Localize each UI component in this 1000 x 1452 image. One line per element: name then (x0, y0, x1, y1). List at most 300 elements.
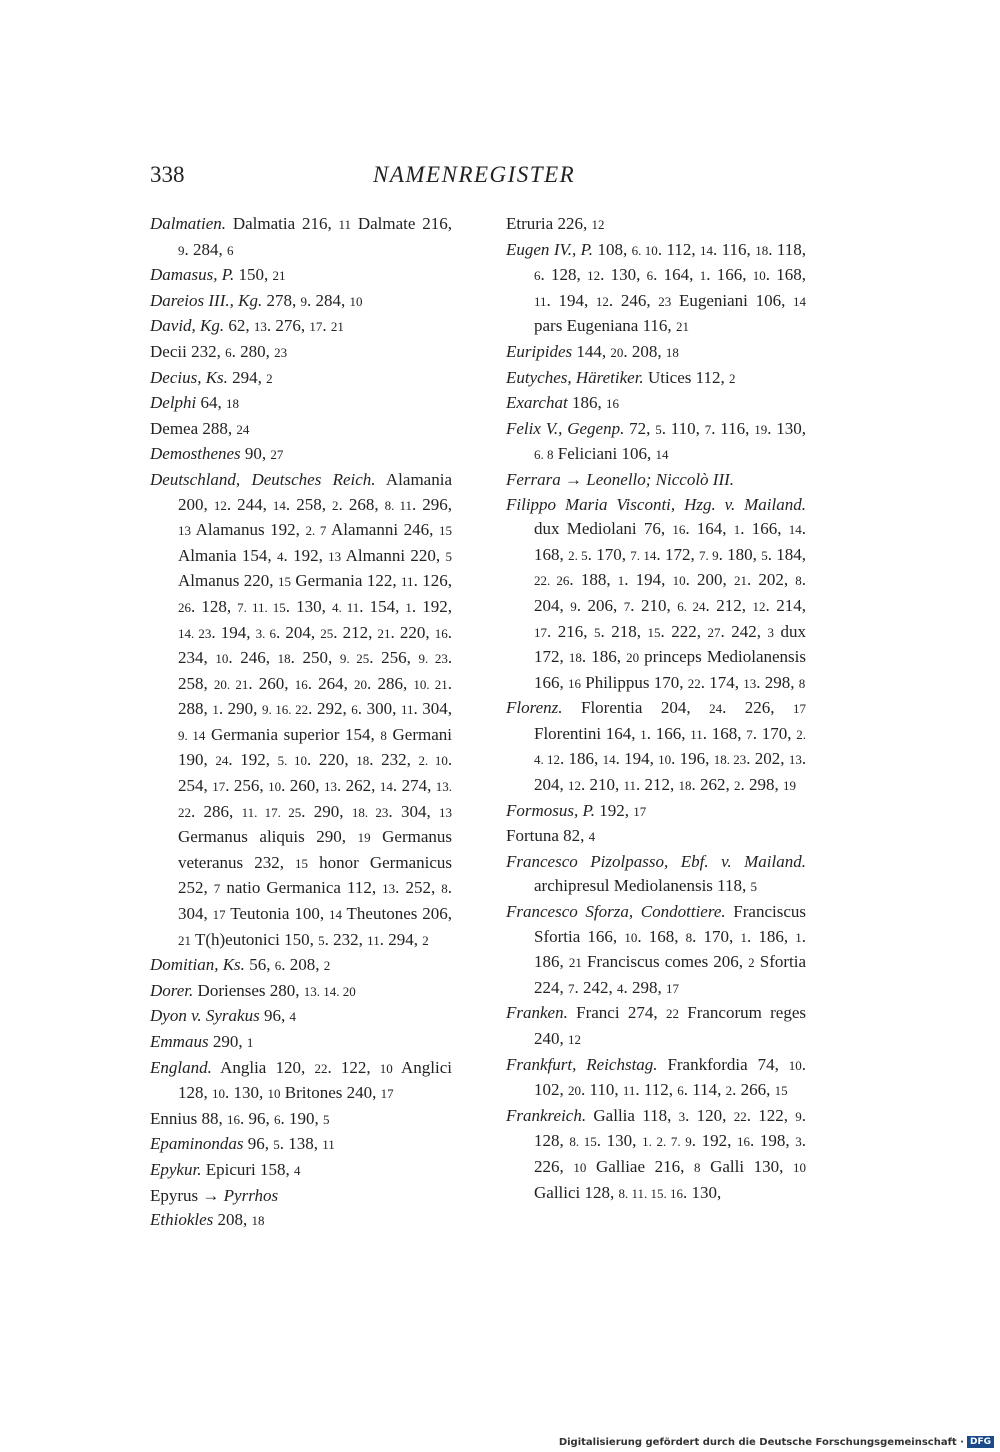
line-reference: 12 (568, 1032, 581, 1047)
line-reference: 11 (401, 574, 414, 590)
line-reference: 11 (534, 293, 547, 309)
entry-text: 150, (234, 265, 273, 285)
line-reference: 17 (666, 980, 679, 996)
entry-text: Eugeniani 106, (671, 290, 794, 310)
line-reference: 17 (212, 779, 226, 795)
entry-text: dux Mediolani 76, (534, 519, 673, 539)
entry-text: . 288, (178, 673, 453, 719)
line-reference: 6 (225, 344, 232, 360)
entry-text: . 250, (290, 648, 340, 668)
line-reference: 11 (623, 778, 637, 794)
entry-text: . 192, (411, 596, 452, 616)
entry-text: . 274, (392, 776, 436, 796)
line-reference: 21 (330, 319, 344, 335)
entry-text: . 226, (722, 698, 793, 718)
entry-text: . 232, (324, 929, 368, 949)
entry-text: Sfortia 224, (534, 952, 807, 997)
entry-text: . 128, (534, 1105, 807, 1151)
entry-text: . 138, (279, 1134, 323, 1154)
entry-text: . 206, (576, 595, 624, 615)
running-head: NAMENREGISTER (373, 162, 576, 187)
index-entry (150, 1004, 452, 1030)
line-reference: 23 (274, 344, 288, 360)
entry-text: . 280, (231, 341, 275, 361)
entry-text: . 116, (711, 418, 755, 438)
entry-text: . 256, (369, 648, 419, 668)
entry-text: . 164, (653, 265, 700, 285)
entry-text: . 208, (623, 341, 666, 361)
line-reference: 9 (300, 293, 307, 309)
line-reference: 21 (733, 573, 747, 589)
line-reference: 4 (588, 829, 596, 845)
entry-text: . 254, (178, 750, 453, 796)
entry-text: honor Germanicus 252, (178, 852, 452, 898)
index-entry (150, 1184, 452, 1209)
entry-heading: Formosus, P. (506, 800, 595, 820)
entry-heading: Exarchat (506, 393, 568, 413)
entry-text: 186, (567, 393, 606, 413)
entry-text: 108, (593, 239, 632, 259)
line-reference: 18 (356, 753, 370, 769)
line-reference: 9. 14 (178, 727, 206, 743)
index-entry (506, 493, 806, 697)
line-reference: 2 (332, 497, 339, 513)
entry-text: Germani 190, (178, 724, 452, 770)
entry-text: Florentia 204, (562, 698, 710, 718)
entry-text: . 194, (624, 570, 673, 590)
entry-text: . 208, (281, 955, 324, 975)
line-reference: 2. 10 (418, 753, 448, 769)
entry-text: . 290, (218, 699, 262, 719)
entry-text: Decii 232, (150, 341, 226, 361)
line-reference: 8 (795, 573, 802, 589)
entry-text: Almania 154, (178, 545, 277, 565)
entry-heading: Dareios III., Kg. (150, 290, 263, 310)
entry-text: 56, (244, 955, 275, 975)
entry-text: . 168, (534, 519, 807, 564)
index-entry (150, 442, 452, 468)
entry-text: 290, (208, 1032, 247, 1051)
entry-text: 96, (243, 1134, 274, 1154)
entry-text: . 166, (740, 519, 789, 539)
line-reference: 10. 21 (413, 676, 448, 692)
entry-text: Teutonia 100, (225, 904, 329, 924)
entry-text: . 154, (359, 596, 406, 616)
line-reference: 2 (748, 955, 755, 971)
entry-text: Galli 130, (700, 1156, 793, 1176)
line-reference: 17 (212, 907, 226, 923)
line-reference: 12 (595, 293, 609, 309)
entry-text: . 286, (367, 673, 414, 693)
index-entry (506, 340, 806, 366)
line-reference: 12 (591, 217, 605, 232)
line-reference: 14 (655, 447, 669, 463)
line-reference: 7 (568, 980, 575, 996)
index-column-left (150, 212, 452, 1234)
entry-text: Franci 274, (567, 1003, 666, 1023)
entry-text: . 258, (178, 648, 453, 693)
entry-text: . 304, (388, 801, 440, 821)
index-column-right (506, 212, 806, 1206)
line-reference: 8 (685, 929, 693, 945)
line-reference: 9 (178, 242, 185, 258)
index-entry (506, 468, 806, 493)
line-reference: 6 (534, 268, 541, 284)
index-entry (506, 799, 806, 825)
entry-heading: Epaminondas (150, 1134, 244, 1154)
entry-text: 278, (262, 290, 301, 310)
entry-text: . 128, (191, 596, 238, 616)
line-reference: 22 (314, 1060, 328, 1076)
line-reference: 3 (795, 1134, 802, 1150)
entry-heading: Felix V., Gegenp. (506, 418, 625, 438)
entry-text: Dalmatia 216, (226, 214, 339, 233)
line-reference: 6 (351, 702, 358, 718)
entry-text: . 242, (574, 977, 617, 997)
index-entry (506, 1001, 806, 1052)
entry-text: . 130, (683, 1182, 722, 1202)
entry-text: . 180, (718, 544, 762, 564)
entry-text: Utices 112, (643, 367, 729, 387)
line-reference: 3. 6 (255, 625, 276, 641)
entry-text: . 130, (285, 596, 332, 616)
entry-text: . 214, (765, 595, 806, 615)
line-reference: 14 (700, 242, 714, 258)
entry-heading: Frankfurt, Reichstag. (506, 1054, 658, 1074)
line-reference: 4 (617, 980, 624, 996)
entry-text: T(h)eutonici 150, (191, 929, 319, 949)
line-reference: 4. 11 (331, 599, 360, 615)
line-reference: 21 (178, 932, 191, 948)
index-entry (506, 824, 806, 850)
line-reference: 10 (672, 573, 686, 589)
entry-text: Gallia 118, (586, 1105, 679, 1125)
line-reference: 2 (266, 370, 273, 386)
line-reference: 16 (568, 675, 581, 691)
line-reference: 7 (213, 881, 221, 897)
index-entry (150, 953, 452, 979)
entry-text: . 198, (750, 1131, 796, 1151)
entry-text: . 284, (306, 290, 350, 310)
index-entry (150, 1030, 452, 1056)
line-reference: 5 (750, 879, 758, 895)
index-entry (150, 1132, 452, 1158)
line-reference: 2 (734, 778, 741, 794)
line-reference: 6 (273, 1111, 281, 1127)
line-reference: 13 (743, 675, 757, 691)
entry-text: Frankfordia 74, (657, 1054, 789, 1074)
line-reference: 15 (647, 624, 661, 640)
index-entry (150, 366, 452, 392)
line-reference: 8 (798, 675, 806, 691)
line-reference: 5. 10 (277, 753, 307, 769)
entry-text: . 130, (600, 265, 647, 285)
entry-text: . 168, (702, 723, 747, 743)
entry-text: . 186, (581, 647, 627, 667)
index-entry (506, 696, 806, 798)
line-reference: 1 (617, 573, 625, 589)
entry-text: . 170, (752, 723, 797, 743)
line-reference: 5 (273, 1137, 280, 1153)
entry-text: Alamanus 192, (191, 520, 306, 540)
entry-text: 64, (196, 393, 227, 413)
line-reference: 3 (678, 1108, 686, 1124)
line-reference: 15 (295, 855, 309, 871)
entry-text: . 174, (700, 672, 744, 692)
line-reference: 25 (320, 625, 334, 641)
entry-heading: Francesco Pizolpasso, Ebf. v. Mailand. (506, 851, 806, 871)
line-reference: 4 (276, 548, 284, 564)
entry-text: . 300, (357, 699, 401, 719)
index-entry (150, 289, 452, 315)
entry-text: . 290, (301, 801, 352, 821)
entry-text: . 188, (569, 570, 618, 590)
entry-text: Fortuna 82, (506, 826, 589, 846)
line-reference: 17 (380, 1086, 394, 1102)
entry-text: . 266, (732, 1080, 775, 1100)
entry-text: . 222, (660, 621, 708, 641)
line-reference: 22 (665, 1006, 679, 1022)
index-entry (150, 417, 452, 443)
entry-text: . 210, (581, 775, 624, 795)
line-reference: 20 (568, 1083, 581, 1099)
entry-text: . 294, (379, 929, 423, 949)
entry-text: . 192, (228, 750, 278, 770)
entry-text: . 192, (283, 545, 329, 565)
line-reference: 22. 26 (534, 573, 570, 589)
line-reference: 11 (338, 217, 352, 232)
line-reference: 17 (309, 319, 323, 335)
line-reference: 2 (729, 370, 736, 386)
entry-heading: Filippo Maria Visconti, Hzg. v. Mailand. (506, 494, 806, 514)
entry-text: . 232, (369, 750, 419, 770)
entry-text: 192, (594, 800, 634, 820)
index-entry (150, 1158, 452, 1184)
line-reference: 16 (434, 625, 448, 641)
line-reference: 7 (704, 421, 712, 437)
index-entry (150, 468, 452, 953)
entry-text: Ennius 88, (150, 1108, 227, 1128)
index-entry (506, 417, 806, 468)
line-reference: 9 (570, 598, 577, 614)
line-reference: 20 (354, 676, 368, 692)
entry-text: . 216, (547, 621, 594, 641)
entry-text: Almanus 220, (178, 571, 278, 591)
line-reference: 6. 8 (534, 447, 554, 463)
entry-text: 144, (572, 341, 611, 361)
entry-text: . 298, (756, 672, 799, 692)
entry-text: Philippus 170, (581, 672, 688, 692)
line-reference: 24 (709, 701, 723, 717)
line-reference: 7 (623, 598, 631, 614)
entry-text: . 130, (596, 1131, 643, 1151)
entry-text: . 246, (608, 290, 659, 310)
entry-text: . 284, (184, 239, 227, 259)
line-reference: 23 (658, 293, 672, 309)
entry-text: . 292, (308, 699, 352, 719)
entry-text: . 128, (540, 265, 588, 285)
line-reference: 1 (795, 929, 802, 945)
index-entry (150, 340, 452, 366)
line-reference: 8 (693, 1159, 701, 1175)
line-reference: 26 (178, 599, 191, 615)
entry-text: . 194, (211, 622, 256, 642)
entry-text: natio Germanica 112, (220, 878, 383, 898)
line-reference: 13 (328, 548, 342, 564)
funding-notice (559, 1436, 994, 1448)
line-reference: 5 (322, 1111, 330, 1127)
line-reference: 21 (568, 955, 582, 971)
entry-text: . 262, (336, 776, 380, 796)
line-reference: 24 (236, 421, 250, 437)
line-reference: 14 (328, 907, 342, 923)
line-reference: 2. 5 (568, 547, 588, 563)
entry-text: . 172, (656, 544, 700, 564)
entry-text: . 168, (765, 265, 807, 285)
line-reference: 4 (294, 1162, 301, 1178)
entry-heading: Franken. (506, 1003, 568, 1023)
line-reference: 1 (405, 599, 412, 615)
line-reference: 10 (268, 779, 282, 795)
line-reference: 22 (733, 1108, 747, 1124)
line-reference: 14. 23 (178, 625, 212, 641)
line-reference: 8 (441, 881, 448, 897)
entry-text: Galliae 216, (586, 1156, 694, 1176)
line-reference: 10 (215, 651, 229, 667)
line-reference: 10 (793, 1159, 806, 1175)
line-reference: 21 (377, 625, 391, 641)
index-entry (150, 263, 452, 289)
entry-text: . 202, (746, 749, 789, 769)
line-reference: 3 (767, 624, 774, 640)
line-reference: 18 (568, 650, 582, 666)
entry-heading: Eugen IV., P. (506, 239, 594, 259)
line-reference: 18 (251, 1213, 265, 1229)
line-reference: 15 (439, 523, 452, 539)
line-reference: 11 (400, 702, 414, 718)
line-reference: 5 (445, 548, 453, 564)
entry-text: . 116, (713, 239, 756, 259)
line-reference: 8. 11. 15. 16 (618, 1185, 684, 1201)
entry-text: . 204, (534, 749, 807, 795)
line-reference: 13. 14. 20 (303, 983, 356, 999)
line-reference: 14 (379, 779, 393, 795)
entry-text: . 212, (333, 622, 378, 642)
line-reference: 27 (270, 447, 284, 463)
line-reference: 5 (594, 624, 601, 640)
entry-heading: Domitian, Ks. (150, 955, 245, 975)
index-entry (150, 391, 452, 417)
entry-text: . 122, (327, 1057, 380, 1077)
line-reference: 14 (602, 752, 616, 768)
line-reference: 16 (737, 1134, 751, 1150)
entry-text: . 170, (692, 926, 741, 946)
line-reference: 10 (752, 268, 766, 284)
line-reference: 1 (246, 1035, 254, 1050)
entry-text: . 262, (691, 775, 735, 795)
entry-text: Feliciani 106, (553, 444, 656, 464)
line-reference: 20. 21 (213, 676, 249, 692)
entry-text: . 164, (685, 519, 734, 539)
index-entry (506, 900, 806, 1001)
index-entry (150, 212, 452, 263)
entry-heading: Emmaus (150, 1032, 209, 1051)
entry-text: . 258, (285, 494, 333, 514)
line-reference: 19 (357, 830, 371, 846)
entry-text: . 286, (191, 801, 242, 821)
line-reference: 20 (610, 344, 624, 360)
entry-text: . 264, (307, 673, 355, 693)
entry-text: . 200, (685, 570, 734, 590)
line-reference: 12 (752, 598, 766, 614)
line-reference: 13 (253, 319, 267, 335)
entry-heading: Ferrara → Leonello; Niccolò III. (506, 469, 735, 489)
line-reference: 17 (534, 624, 547, 640)
line-reference: 9 (795, 1108, 802, 1124)
entry-heading: Damasus, P. (150, 265, 235, 285)
line-reference: 19 (783, 778, 797, 794)
entry-text: 90, (240, 444, 271, 464)
line-reference: 7. 9 (699, 547, 719, 563)
entry-text: Britones 240, (280, 1083, 381, 1103)
entry-text: 208, (213, 1210, 252, 1230)
entry-text: . 96, (239, 1108, 274, 1128)
entry-text: . 276, (266, 316, 310, 336)
entry-text: . 186, (746, 926, 796, 946)
line-reference: 1 (640, 726, 647, 742)
entry-text: . 126, (413, 571, 452, 591)
entry-text: . 168, (637, 926, 686, 946)
index-entry (506, 1053, 806, 1104)
entry-text: pars Eugeniana 116, (534, 316, 676, 336)
line-reference: 7 (746, 726, 753, 742)
line-reference: 7. 11. 15 (237, 599, 286, 615)
entry-text: . 242, (720, 621, 768, 641)
entry-text: . 296, (411, 494, 453, 514)
line-reference: 10 (267, 1086, 281, 1102)
entry-text: . 130, (767, 418, 807, 438)
entry-heading: Epykur. (150, 1159, 202, 1179)
entry-text: . 166, (646, 723, 691, 743)
entry-text: . 204, (276, 622, 321, 642)
entry-text: Anglici 128, (178, 1057, 452, 1103)
entry-text: . 268, (338, 494, 385, 514)
index-entry (150, 1107, 452, 1133)
entry-text: archipresul Mediolanensis 118, (534, 876, 751, 896)
line-reference: 6 (646, 268, 654, 284)
entry-text: Germania 122, (290, 571, 402, 591)
line-reference: 13 (178, 523, 191, 539)
entry-text: Almanni 220, (341, 545, 446, 565)
line-reference: 16 (226, 1111, 240, 1127)
entry-text: . 194, (546, 290, 596, 310)
line-reference: 18. 23 (351, 804, 389, 820)
line-reference: 10 (573, 1159, 587, 1175)
entry-text: . 112, (657, 239, 701, 259)
line-reference: 2. 7 (305, 523, 327, 539)
line-reference: 15 (277, 574, 291, 590)
entry-text: Gallici 128, (534, 1182, 619, 1202)
line-reference: 16 (672, 522, 686, 538)
line-reference: 2 (725, 1083, 733, 1099)
line-reference: 8. 15 (569, 1134, 597, 1150)
entry-heading: Eutyches, Häretiker. (506, 367, 644, 387)
entry-text: . 190, (280, 1108, 323, 1128)
line-reference: 5 (655, 421, 662, 437)
entry-text: Alamania 200, (178, 469, 452, 514)
entry-text: . 260, (248, 673, 295, 693)
entry-text: . (322, 316, 331, 336)
